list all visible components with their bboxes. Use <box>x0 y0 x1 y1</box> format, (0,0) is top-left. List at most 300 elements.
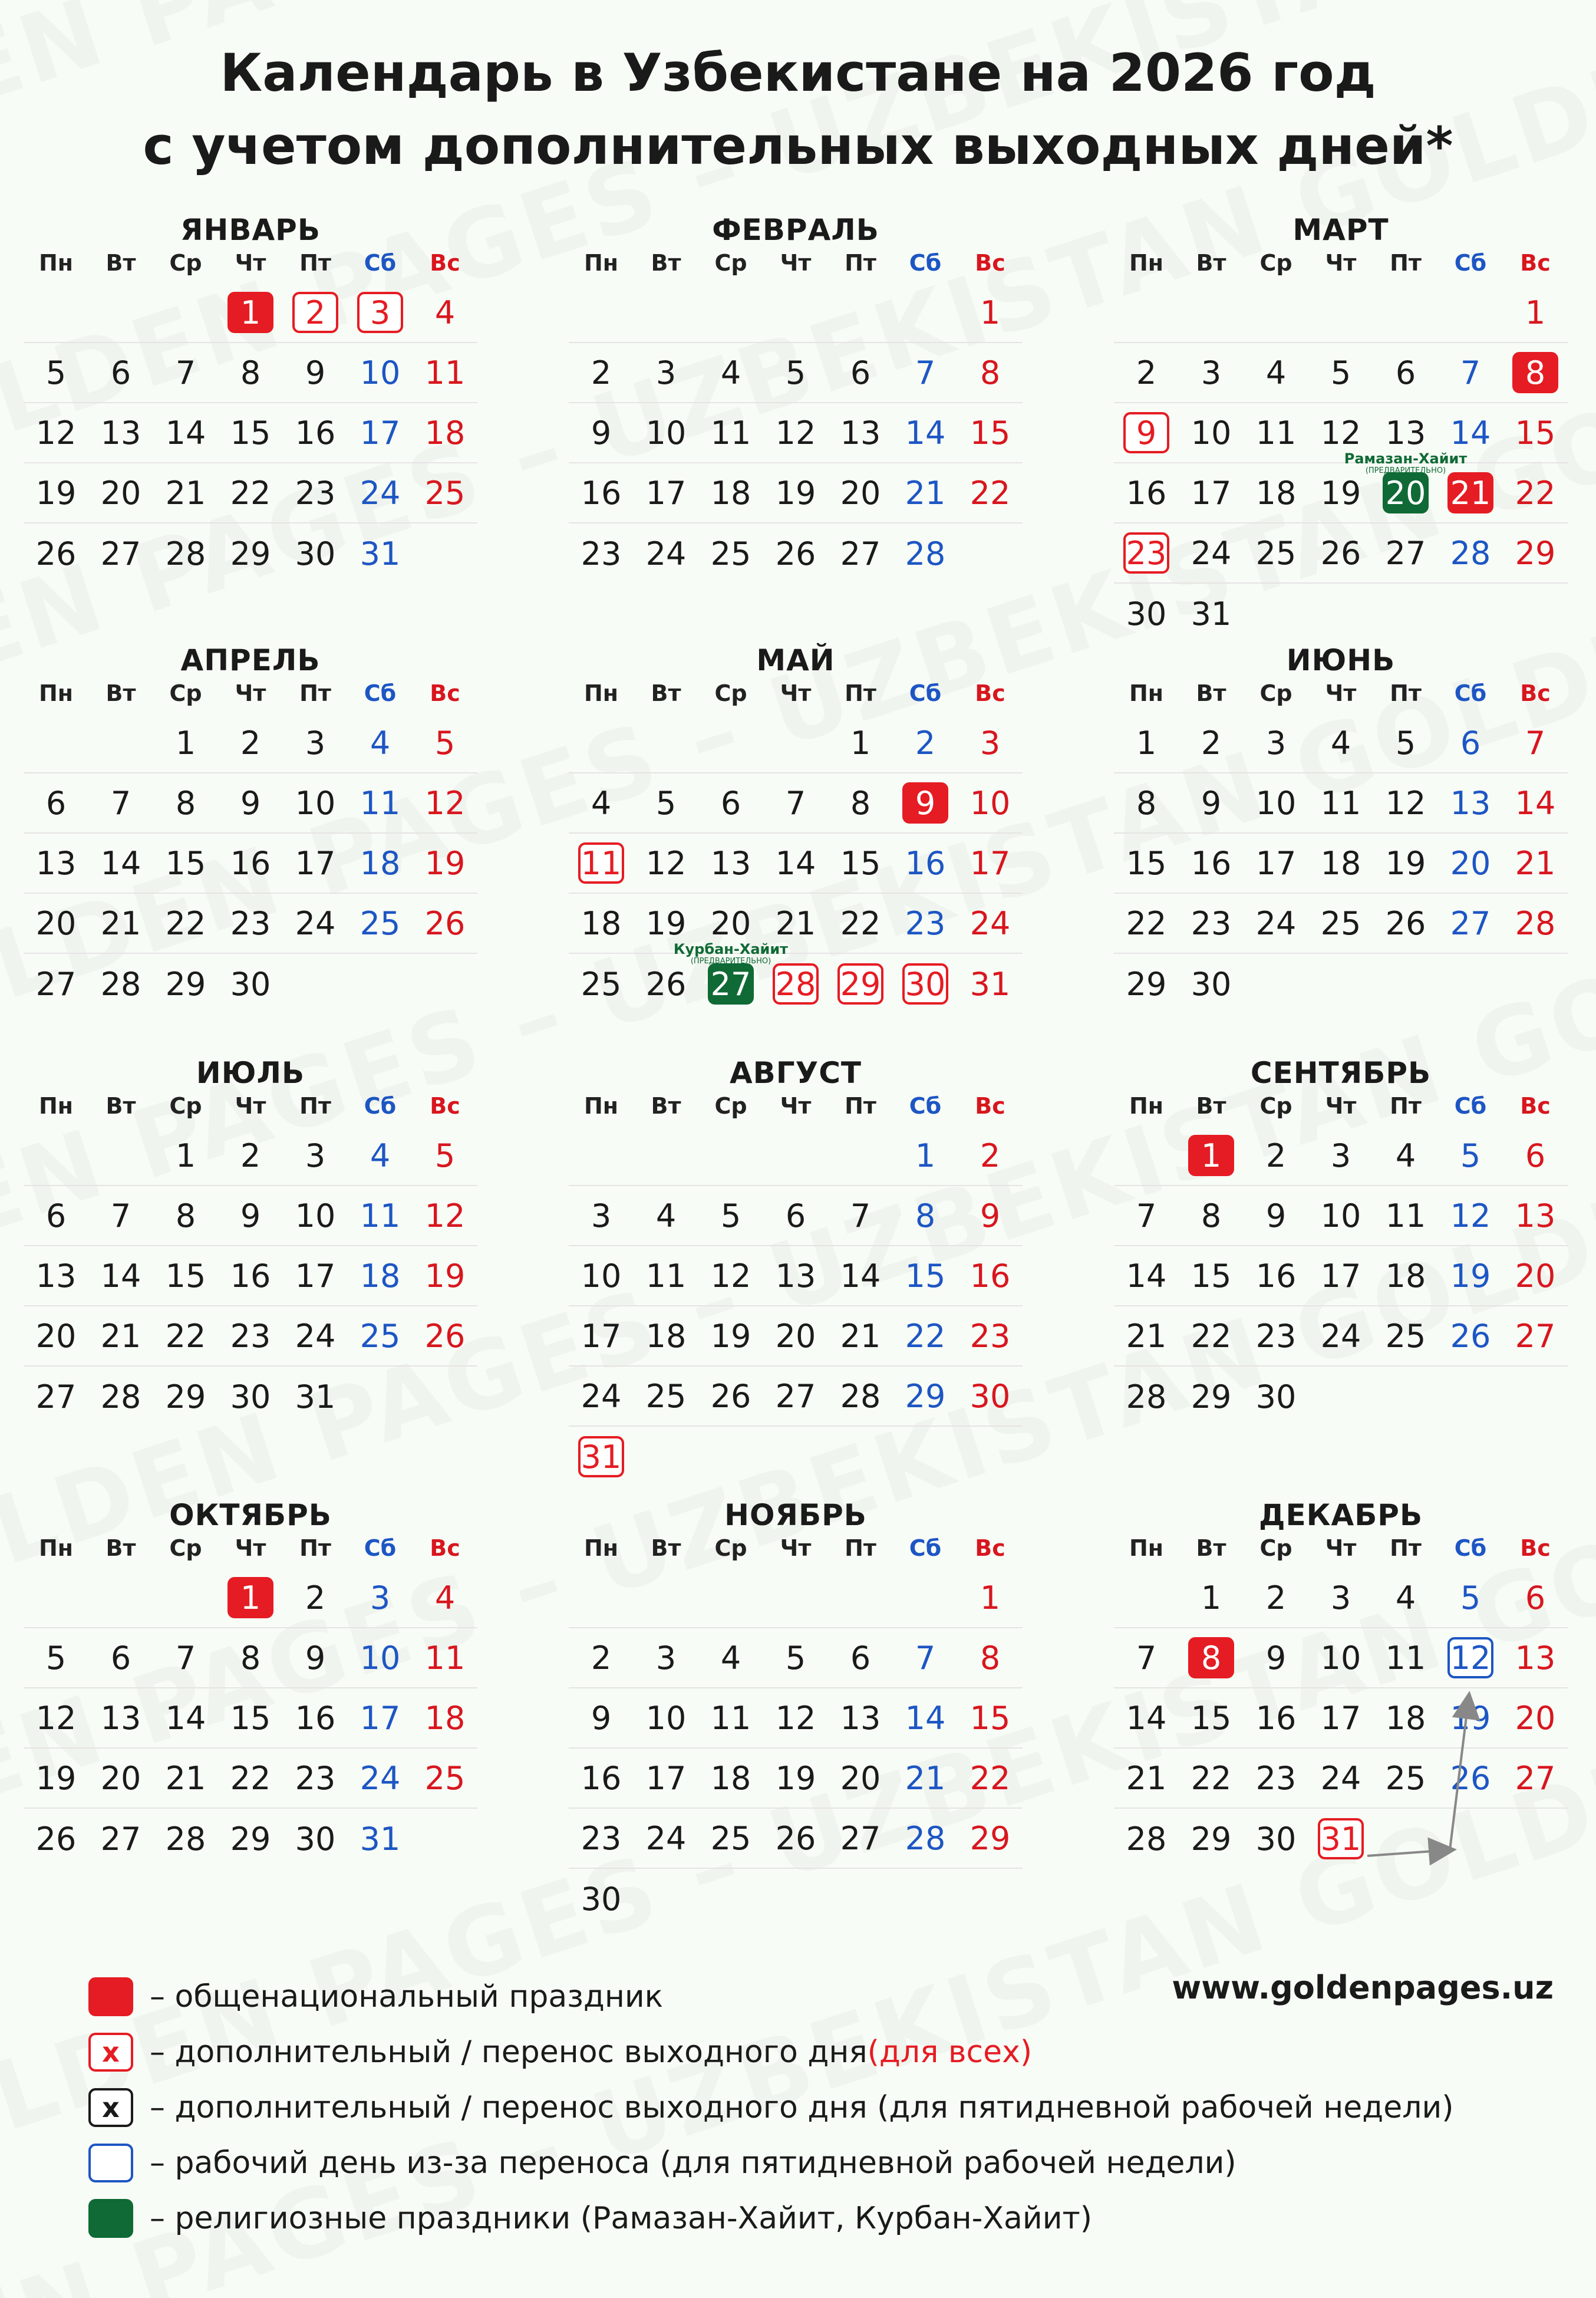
weekday-label: Пт <box>845 1535 876 1561</box>
day-cell <box>1308 773 1373 834</box>
day-number: 14 <box>840 1257 881 1295</box>
day-cell <box>348 834 413 894</box>
day-number: 25 <box>1385 1759 1426 1797</box>
weekday-label: Сб <box>364 1535 397 1561</box>
weekday-label: Пт <box>299 1093 331 1119</box>
day-cell <box>218 1749 283 1809</box>
holiday-label <box>1344 452 1468 475</box>
day-number: 27 <box>1515 1317 1556 1355</box>
day-number: 5 <box>45 354 67 391</box>
day-cell <box>634 1246 698 1306</box>
weekday-label: Вт <box>651 1535 681 1561</box>
day-number: 12 <box>645 844 687 882</box>
day-cell <box>1244 1186 1308 1246</box>
day-number: 17 <box>645 1759 687 1797</box>
day-cell <box>634 1628 698 1688</box>
day-number: 8 <box>1188 1637 1234 1678</box>
day-cell <box>569 773 634 834</box>
empty-cell <box>24 1568 88 1628</box>
day-cell <box>1438 1749 1503 1809</box>
day-number: 20 <box>1515 1257 1556 1295</box>
empty-cell <box>153 1568 218 1628</box>
day-number: 21 <box>100 1317 141 1355</box>
day-cell <box>763 1628 828 1688</box>
day-cell <box>698 343 763 403</box>
day-cell <box>893 1749 958 1809</box>
weekday-label: Вт <box>1196 1535 1226 1561</box>
day-number: 28 <box>773 963 819 1005</box>
day-cell <box>218 343 283 403</box>
day-number: 15 <box>165 844 206 882</box>
day-number: 22 <box>1126 904 1167 942</box>
day-cell <box>1244 1628 1308 1688</box>
day-number: 10 <box>295 784 336 822</box>
day-cell <box>893 463 958 524</box>
day-cell <box>153 1688 218 1749</box>
legend-item <box>88 2135 1454 2191</box>
day-number: 28 <box>165 535 206 572</box>
day-number: 8 <box>980 354 1001 391</box>
day-number: 13 <box>1450 784 1491 822</box>
day-cell <box>153 894 218 954</box>
day-cell <box>153 463 218 524</box>
day-number: 17 <box>1320 1699 1361 1737</box>
legend-swatch: x <box>88 2088 133 2127</box>
day-cell <box>828 1628 893 1688</box>
day-number: 7 <box>1136 1639 1157 1677</box>
weekday-label: Ср <box>169 680 202 706</box>
day-cell <box>1308 1568 1373 1628</box>
day-number: 11 <box>710 1699 751 1737</box>
day-number: 19 <box>1385 844 1426 882</box>
day-cell <box>1179 1568 1244 1628</box>
day-cell <box>958 1367 1023 1427</box>
day-cell <box>569 1186 634 1246</box>
day-number: 9 <box>1265 1197 1287 1234</box>
website-url: www.goldenpages.uz <box>1172 1969 1554 2006</box>
weekday-label: Вт <box>1196 250 1226 276</box>
day-number: 6 <box>785 1197 806 1234</box>
empty-cell <box>763 1126 828 1186</box>
day-number: 17 <box>645 474 687 512</box>
day-number: 13 <box>35 1257 77 1295</box>
day-number: 11 <box>645 1257 687 1295</box>
empty-cell <box>1438 283 1503 343</box>
day-number: 27 <box>100 1820 141 1858</box>
day-number: 16 <box>970 1257 1011 1295</box>
day-number: 28 <box>1126 1378 1167 1415</box>
day-cell <box>1373 713 1438 773</box>
day-number: 13 <box>775 1257 816 1295</box>
day-number: 2 <box>591 1639 612 1677</box>
day-cell <box>1179 773 1244 834</box>
day-number: 7 <box>915 1639 936 1677</box>
day-number: 29 <box>165 1378 206 1415</box>
day-number: 9 <box>591 414 612 452</box>
weekday-label: Вт <box>105 1093 136 1119</box>
day-number: 13 <box>100 1699 141 1737</box>
day-cell <box>283 1809 348 1869</box>
day-cell <box>218 773 283 834</box>
day-number: 16 <box>905 844 946 882</box>
day-number: 21 <box>905 1759 946 1797</box>
day-cell <box>1179 1126 1244 1186</box>
day-cell <box>24 773 88 834</box>
weekday-label: Вс <box>975 680 1005 706</box>
month-block <box>569 1497 1023 1929</box>
day-cell <box>88 343 153 403</box>
day-cell <box>1308 1749 1373 1809</box>
day-cell <box>893 1688 958 1749</box>
day-number: 22 <box>970 1759 1011 1797</box>
day-cell <box>1373 1628 1438 1688</box>
weekday-label: Сб <box>909 250 942 276</box>
weekday-label: Пт <box>299 250 331 276</box>
day-cell <box>1373 1688 1438 1749</box>
day-number: 13 <box>35 844 77 882</box>
day-number: 11 <box>1385 1197 1426 1234</box>
day-cell <box>24 1688 88 1749</box>
day-number: 12 <box>775 1699 816 1737</box>
day-number: 11 <box>1320 784 1361 822</box>
day-number: 5 <box>1395 724 1416 762</box>
day-cell <box>1373 773 1438 834</box>
day-cell <box>1308 713 1373 773</box>
day-cell <box>1503 1126 1568 1186</box>
day-cell <box>1179 403 1244 463</box>
day-number: 31 <box>1191 595 1232 633</box>
day-cell <box>828 403 893 463</box>
day-number: 8 <box>980 1639 1001 1677</box>
day-number: 24 <box>581 1377 622 1415</box>
day-cell <box>828 954 893 1014</box>
month-block <box>569 212 1023 584</box>
day-number: 14 <box>905 414 946 452</box>
weekday-label: Пн <box>1129 1093 1164 1119</box>
day-number: 9 <box>305 354 326 391</box>
day-cell <box>569 1869 634 1929</box>
day-cell <box>634 773 698 834</box>
day-cell <box>218 1809 283 1869</box>
day-number: 10 <box>1255 784 1297 822</box>
day-cell <box>1114 713 1179 773</box>
day-number: 11 <box>1255 414 1297 452</box>
day-cell <box>958 1126 1023 1186</box>
day-number: 27 <box>35 965 77 1003</box>
day-number: 6 <box>1525 1137 1546 1174</box>
day-number: 6 <box>45 1197 67 1234</box>
day-cell <box>348 713 413 773</box>
day-cell <box>88 1367 153 1427</box>
day-cell <box>958 283 1023 343</box>
day-number: 21 <box>1126 1317 1167 1355</box>
day-number: 3 <box>1330 1579 1351 1616</box>
day-cell <box>1114 894 1179 954</box>
day-number: 16 <box>230 1257 271 1295</box>
day-cell <box>1308 1306 1373 1367</box>
day-number: 9 <box>305 1639 326 1677</box>
day-number: 9 <box>1265 1639 1287 1677</box>
day-number: 20 <box>710 904 751 942</box>
day-number: 22 <box>165 904 206 942</box>
day-number: 17 <box>581 1317 622 1355</box>
legend-text: – рабочий день из-за переноса (для пятидневной рабочей недели) <box>150 2145 1236 2181</box>
day-number: 15 <box>970 414 1011 452</box>
day-number: 27 <box>1450 904 1491 942</box>
day-number: 28 <box>1450 534 1491 572</box>
day-number: 31 <box>1318 1818 1364 1859</box>
empty-cell <box>763 1568 828 1628</box>
day-number: 14 <box>905 1699 946 1737</box>
day-cell <box>413 1568 477 1628</box>
day-cell <box>24 463 88 524</box>
day-number: 19 <box>1450 1257 1491 1295</box>
day-cell <box>763 343 828 403</box>
weekday-label: Вс <box>975 1093 1005 1119</box>
day-number: 31 <box>970 965 1011 1003</box>
day-cell <box>283 1126 348 1186</box>
day-cell <box>153 713 218 773</box>
day-cell <box>24 894 88 954</box>
day-number: 24 <box>970 904 1011 942</box>
legend-swatch: x <box>88 2033 133 2072</box>
month-name: ДЕКАБРЬ <box>1258 1498 1423 1532</box>
days-grid <box>1114 283 1568 644</box>
weekday-label: Вт <box>1196 1093 1226 1119</box>
holiday-note: (ПРЕДВАРИТЕЛЬНО) <box>690 957 771 966</box>
day-cell <box>413 773 477 834</box>
day-number: 19 <box>1320 474 1361 512</box>
day-number: 23 <box>1191 904 1232 942</box>
day-number: 3 <box>305 724 326 762</box>
day-cell <box>828 1186 893 1246</box>
day-cell <box>88 524 153 584</box>
empty-cell <box>634 1568 698 1628</box>
day-cell <box>1179 954 1244 1014</box>
day-number: 25 <box>710 1819 751 1857</box>
day-cell <box>958 343 1023 403</box>
day-cell <box>24 834 88 894</box>
day-number: 29 <box>1126 965 1167 1003</box>
day-cell <box>958 1306 1023 1367</box>
day-number: 14 <box>1126 1699 1167 1737</box>
day-number: 30 <box>1255 1378 1297 1415</box>
day-number: 24 <box>1320 1759 1361 1797</box>
day-cell <box>958 713 1023 773</box>
day-cell <box>153 1306 218 1367</box>
day-cell <box>1244 773 1308 834</box>
day-number: 20 <box>775 1317 816 1355</box>
day-cell <box>153 954 218 1014</box>
day-number: 28 <box>165 1820 206 1858</box>
day-number: 15 <box>1515 414 1556 452</box>
day-number: 2 <box>1265 1579 1287 1616</box>
day-number: 7 <box>110 784 131 822</box>
day-cell <box>1438 343 1503 403</box>
day-cell <box>283 463 348 524</box>
day-number: 14 <box>165 1699 206 1737</box>
month-block <box>24 643 477 1014</box>
day-number: 14 <box>1450 414 1491 452</box>
month-block <box>569 643 1023 1014</box>
day-number: 24 <box>295 1317 336 1355</box>
day-cell <box>283 403 348 463</box>
day-cell <box>958 463 1023 524</box>
month-block <box>24 1055 477 1427</box>
day-cell <box>634 1749 698 1809</box>
day-cell <box>1503 283 1568 343</box>
day-cell <box>1503 1568 1568 1628</box>
empty-cell <box>1244 283 1308 343</box>
day-number: 20 <box>1515 1699 1556 1737</box>
day-cell <box>1438 834 1503 894</box>
day-cell <box>1503 713 1568 773</box>
day-number: 31 <box>360 1820 401 1858</box>
legend-item <box>88 2024 1454 2080</box>
day-cell <box>698 1688 763 1749</box>
weekday-label: Сб <box>364 1093 397 1119</box>
day-number: 30 <box>1191 965 1232 1003</box>
weekday-label: Чт <box>780 1535 812 1561</box>
day-cell <box>569 343 634 403</box>
day-cell <box>1373 1749 1438 1809</box>
day-number: 30 <box>295 1820 336 1858</box>
day-number: 10 <box>1191 414 1232 452</box>
day-number: 28 <box>100 965 141 1003</box>
day-number: 25 <box>360 904 401 942</box>
day-cell <box>413 1749 477 1809</box>
day-cell <box>283 1186 348 1246</box>
weekday-header <box>569 678 1023 709</box>
day-cell <box>958 1568 1023 1628</box>
weekday-label: Ср <box>1259 680 1292 706</box>
day-cell <box>218 713 283 773</box>
weekday-label: Пт <box>1390 1093 1422 1119</box>
month-name: ОКТЯБРЬ <box>169 1498 332 1532</box>
day-number: 16 <box>1255 1699 1297 1737</box>
day-cell <box>1244 343 1308 403</box>
day-number: 8 <box>1201 1197 1222 1234</box>
day-cell <box>283 283 348 343</box>
weekday-label: Чт <box>1325 680 1357 706</box>
day-number: 4 <box>655 1197 677 1234</box>
day-cell <box>88 463 153 524</box>
day-number: 20 <box>1383 472 1429 513</box>
day-number: 22 <box>1191 1759 1232 1797</box>
day-number: 12 <box>710 1257 751 1295</box>
day-cell <box>569 1427 634 1487</box>
day-cell <box>763 524 828 584</box>
empty-cell <box>698 283 763 343</box>
day-cell <box>1373 1126 1438 1186</box>
day-cell <box>569 894 634 954</box>
day-cell <box>88 773 153 834</box>
day-cell <box>1438 773 1503 834</box>
day-cell <box>283 343 348 403</box>
empty-cell <box>1114 1568 1179 1628</box>
day-number: 16 <box>230 844 271 882</box>
day-cell <box>1373 1246 1438 1306</box>
day-number: 8 <box>915 1197 936 1234</box>
day-cell <box>1503 834 1568 894</box>
empty-cell <box>569 283 634 343</box>
month-name: МАЙ <box>756 643 835 677</box>
day-number: 6 <box>1460 724 1481 762</box>
weekday-label: Чт <box>780 1093 812 1119</box>
day-number: 2 <box>980 1137 1001 1174</box>
day-number: 19 <box>710 1317 751 1355</box>
day-cell <box>893 1246 958 1306</box>
day-cell <box>413 1306 477 1367</box>
day-number: 30 <box>581 1880 622 1918</box>
weekday-label: Ср <box>169 250 202 276</box>
day-number: 19 <box>35 1759 77 1797</box>
day-cell <box>348 1749 413 1809</box>
empty-cell <box>569 713 634 773</box>
day-number: 24 <box>645 1819 687 1857</box>
day-number: 24 <box>645 535 687 572</box>
weekday-label: Ср <box>714 250 747 276</box>
day-cell <box>1503 403 1568 463</box>
day-cell <box>88 1628 153 1688</box>
day-cell <box>1179 894 1244 954</box>
day-number: 20 <box>35 1317 77 1355</box>
day-number: 22 <box>165 1317 206 1355</box>
day-number: 26 <box>1385 904 1426 942</box>
day-number: 25 <box>581 965 622 1003</box>
day-number: 19 <box>424 1257 466 1295</box>
day-number: 3 <box>655 1639 677 1677</box>
day-number: 1 <box>1136 724 1157 762</box>
day-cell <box>763 1688 828 1749</box>
day-cell <box>763 1186 828 1246</box>
legend-text: – религиозные праздники (Рамазан-Хайит, Курбан-Хайит) <box>150 2201 1093 2236</box>
day-number: 26 <box>710 1377 751 1415</box>
day-cell <box>348 894 413 954</box>
day-number: 12 <box>1450 1197 1491 1234</box>
day-number: 14 <box>1126 1257 1167 1295</box>
day-number: 17 <box>1320 1257 1361 1295</box>
weekday-label: Пт <box>845 250 876 276</box>
day-number: 11 <box>710 414 751 452</box>
day-number: 1 <box>1188 1135 1234 1176</box>
weekday-label: Вс <box>430 680 460 706</box>
day-number: 3 <box>591 1197 612 1234</box>
weekday-label: Ср <box>1259 250 1292 276</box>
day-number: 6 <box>110 1639 131 1677</box>
weekday-label: Ср <box>169 1093 202 1119</box>
day-cell <box>893 1809 958 1869</box>
weekday-header <box>24 678 477 709</box>
day-number: 5 <box>785 1639 806 1677</box>
day-cell <box>348 403 413 463</box>
day-number: 18 <box>424 414 466 452</box>
day-cell <box>763 1246 828 1306</box>
day-cell <box>698 1628 763 1688</box>
days-grid <box>24 1126 477 1427</box>
day-cell <box>893 524 958 584</box>
day-cell <box>1438 1688 1503 1749</box>
empty-cell <box>893 283 958 343</box>
day-number: 21 <box>775 904 816 942</box>
day-number: 31 <box>578 1436 624 1477</box>
day-cell <box>88 1246 153 1306</box>
day-cell <box>763 834 828 894</box>
weekday-label: Вс <box>1520 1535 1551 1561</box>
month-block <box>1114 212 1568 644</box>
day-number: 15 <box>230 1699 271 1737</box>
day-number: 27 <box>35 1378 77 1415</box>
